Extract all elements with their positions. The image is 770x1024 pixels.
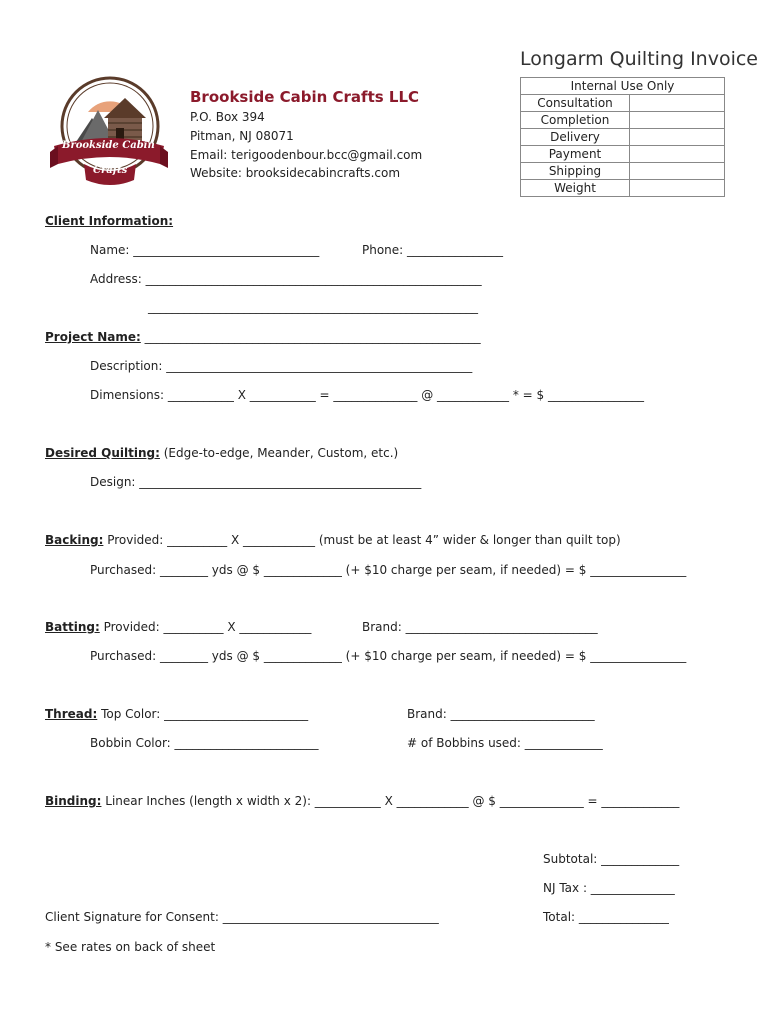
- thread-top-color-field[interactable]: Top Color: ________________________: [97, 707, 309, 721]
- internal-row-label: Payment: [521, 146, 630, 163]
- thread-heading: Thread:: [45, 707, 98, 721]
- company-website: Website: brooksidecabincrafts.com: [190, 166, 401, 180]
- client-address-field[interactable]: Address: ________________________________________________________: [90, 272, 482, 286]
- project-name-row: [45, 330, 481, 344]
- backing-heading: Backing:: [45, 533, 104, 547]
- backing-provided-field[interactable]: Provided: __________ X ____________ (must be at least 4” wider & longer than quilt top): [103, 533, 621, 547]
- internal-row-label: Consultation: [521, 95, 630, 112]
- company-logo: [48, 68, 170, 188]
- batting-provided-field[interactable]: Provided: __________ X ____________: [99, 620, 312, 634]
- batting-row: [45, 620, 311, 634]
- internal-row-value[interactable]: [630, 163, 725, 180]
- client-info-heading: Client Information:: [45, 214, 174, 228]
- project-name-heading: Project Name:: [45, 330, 141, 344]
- backing-row: [45, 533, 621, 547]
- internal-row-label: Shipping: [521, 163, 630, 180]
- company-email: Email: terigoodenbour.bcc@gmail.com: [190, 148, 423, 162]
- internal-row-value[interactable]: [630, 129, 725, 146]
- internal-row-value[interactable]: [630, 146, 725, 163]
- client-signature-field[interactable]: Client Signature for Consent: ____________________________________: [45, 910, 439, 924]
- desired-quilting-row: [45, 446, 398, 460]
- company-address-line1: P.O. Box 394: [190, 110, 265, 124]
- internal-use-header: Internal Use Only: [521, 78, 725, 95]
- thread-bobbin-color-field[interactable]: Bobbin Color: ________________________: [90, 736, 319, 750]
- total-field[interactable]: Total: _______________: [543, 910, 669, 924]
- company-name: Brookside Cabin Crafts LLC: [190, 88, 420, 106]
- client-address-line2-field[interactable]: _______________________________________________________: [148, 300, 478, 314]
- company-address-line2: Pitman, NJ 08071: [190, 129, 294, 143]
- logo-text-crafts: Crafts: [93, 165, 128, 176]
- thread-bobbins-used-field[interactable]: # of Bobbins used: _____________: [407, 736, 603, 750]
- nj-tax-field[interactable]: NJ Tax : ______________: [543, 881, 675, 895]
- internal-row-label: Weight: [521, 180, 630, 197]
- binding-linear-inches-field[interactable]: Linear Inches (length x width x 2): ___________ X ____________ @ $ ______________ = _____________: [101, 794, 680, 808]
- invoice-title: Longarm Quilting Invoice: [520, 48, 759, 70]
- internal-row-label: Completion: [521, 112, 630, 129]
- quilting-design-field[interactable]: Design: _______________________________________________: [90, 475, 422, 489]
- internal-row-value[interactable]: [630, 112, 725, 129]
- project-name-field[interactable]: ________________________________________________________: [140, 330, 481, 344]
- project-dimensions-field[interactable]: Dimensions: ___________ X ___________ = ______________ @ ____________ * = $ ________________: [90, 388, 645, 402]
- desired-quilting-note: (Edge-to-edge, Meander, Custom, etc.): [159, 446, 399, 460]
- thread-row: [45, 707, 308, 721]
- backing-purchased-field[interactable]: Purchased: ________ yds @ $ _____________ (+ $10 charge per seam, if needed) = $ ________________: [90, 563, 687, 577]
- batting-heading: Batting:: [45, 620, 100, 634]
- subtotal-field[interactable]: Subtotal: _____________: [543, 852, 680, 866]
- rates-footnote: * See rates on back of sheet: [45, 940, 216, 954]
- client-name-field[interactable]: Name: _______________________________: [90, 243, 320, 257]
- client-phone-field[interactable]: Phone: ________________: [362, 243, 504, 257]
- internal-use-table: [520, 77, 725, 197]
- project-description-field[interactable]: Description: ___________________________________________________: [90, 359, 473, 373]
- desired-quilting-heading: Desired Quilting:: [45, 446, 160, 460]
- binding-row: [45, 794, 679, 808]
- batting-purchased-field[interactable]: Purchased: ________ yds @ $ _____________ (+ $10 charge per seam, if needed) = $ ________________: [90, 649, 687, 663]
- logo-text-brookside: Brookside Cabin: [62, 140, 155, 151]
- batting-brand-field[interactable]: Brand: ________________________________: [362, 620, 598, 634]
- internal-row-value[interactable]: [630, 95, 725, 112]
- binding-heading: Binding:: [45, 794, 102, 808]
- internal-row-value[interactable]: [630, 180, 725, 197]
- internal-row-label: Delivery: [521, 129, 630, 146]
- thread-brand-field[interactable]: Brand: ________________________: [407, 707, 595, 721]
